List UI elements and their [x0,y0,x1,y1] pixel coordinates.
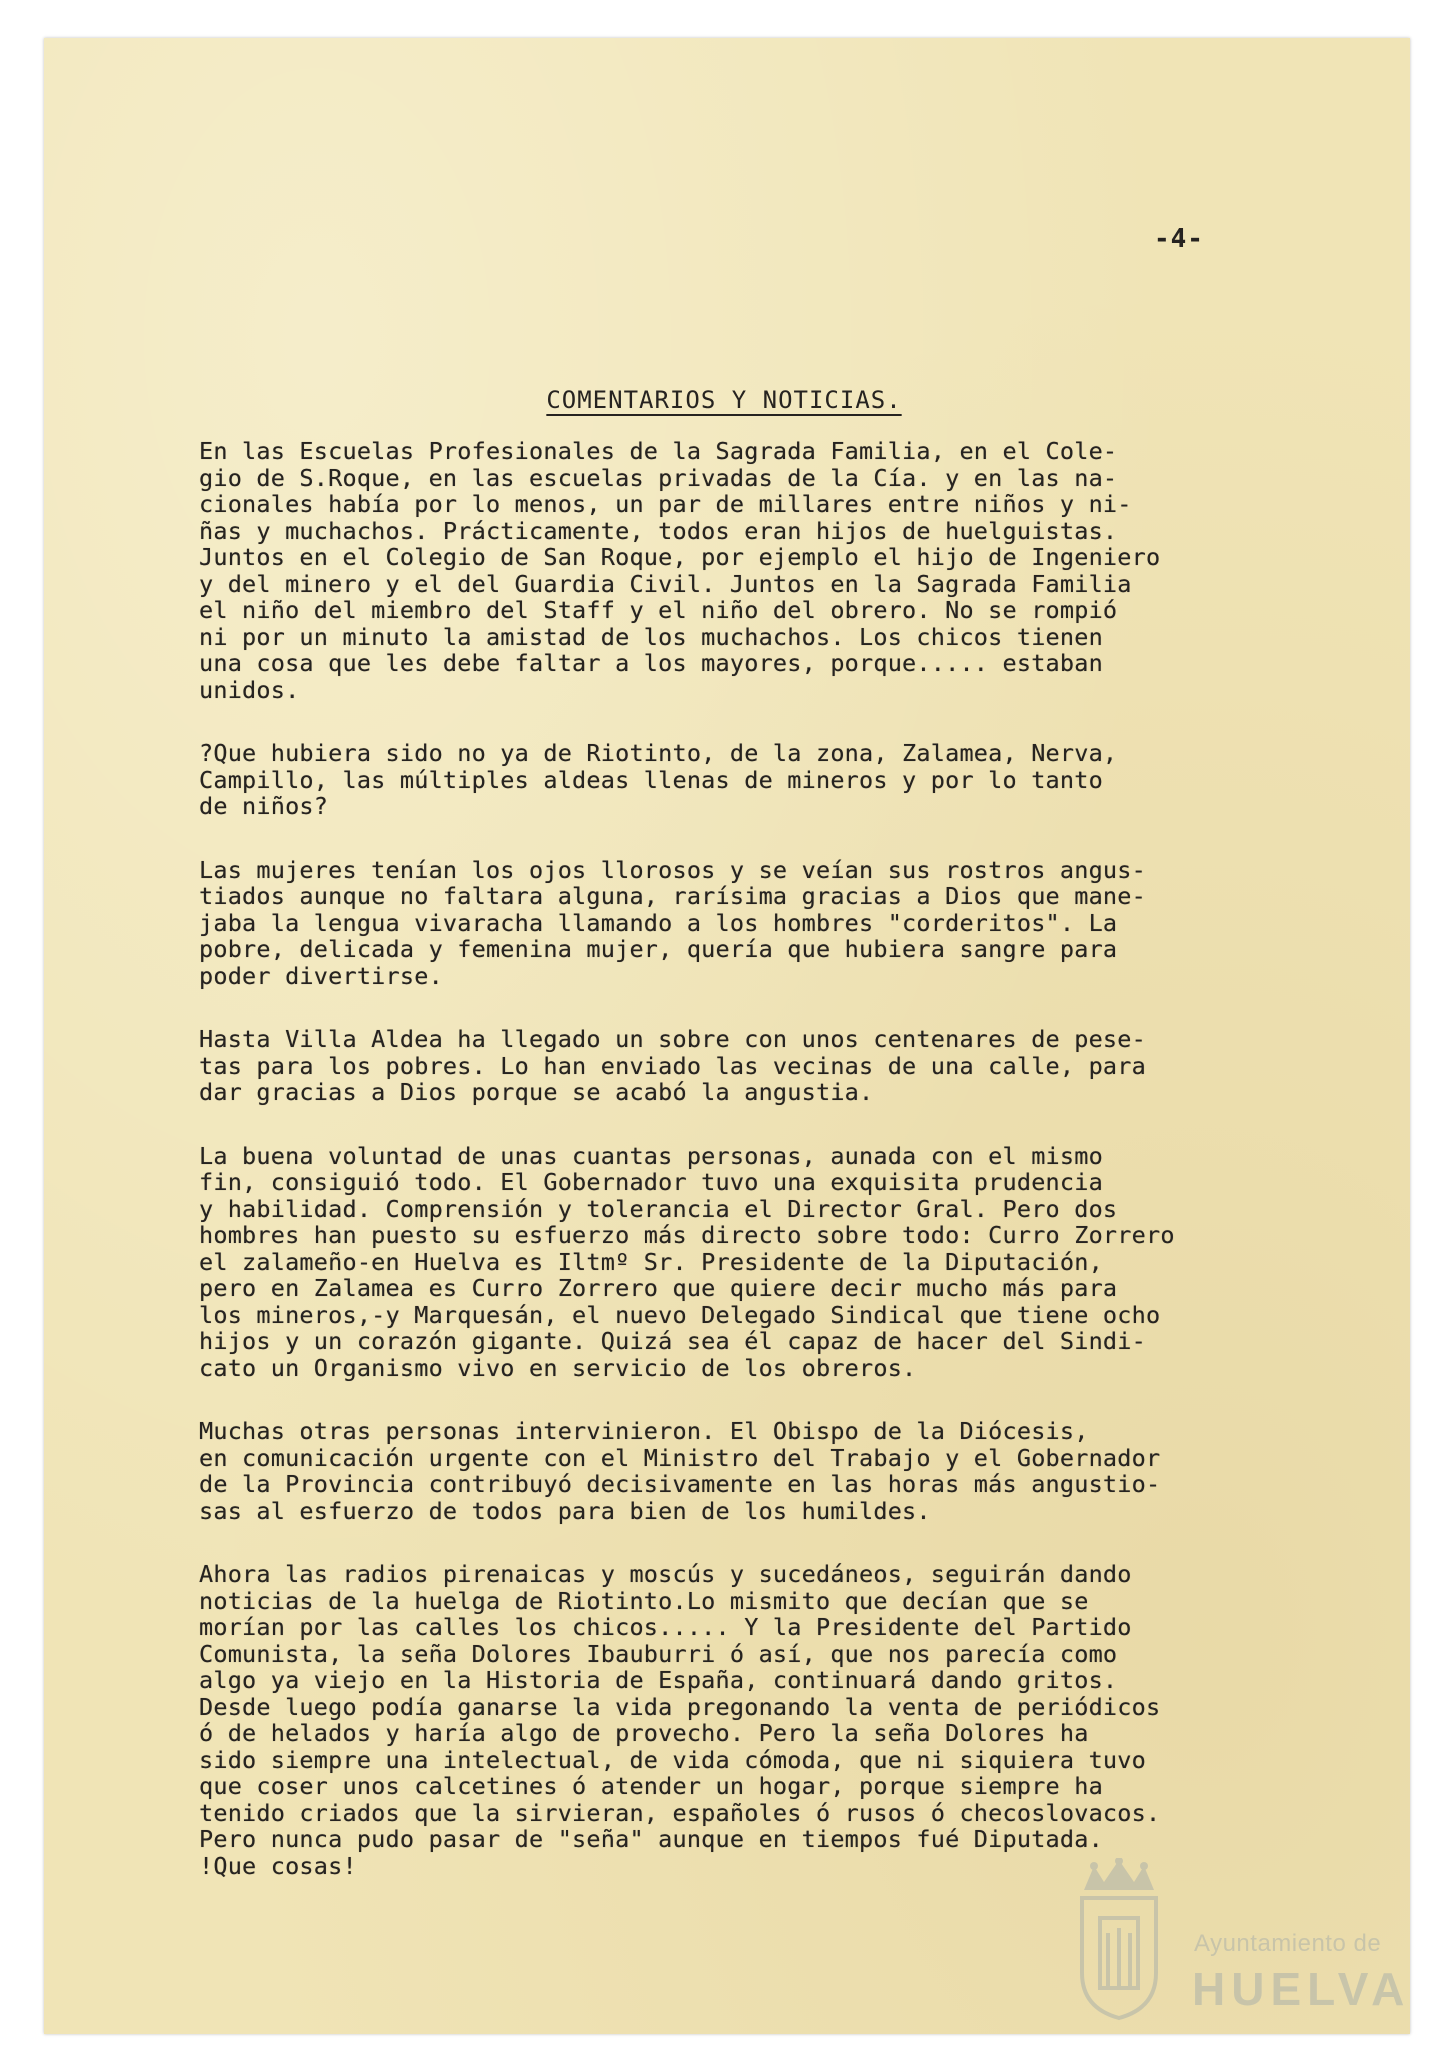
text-line: tiados aunque no faltara alguna, rarísima gracias a Dios que mane- [199,882,1146,910]
page-title: COMENTARIOS Y NOTICIAS. [546,386,902,414]
text-line: gio de S.Roque, en las escuelas privadas de la Cía. y en las na- [199,463,1118,492]
text-line: los mineros,-y Marquesán, el nuevo Delegado Sindical que tiene ocho [199,1300,1161,1329]
text-line: Desde luego podía ganarse la vida pregonando la venta de periódicos [199,1692,1161,1721]
text-line: unidos. [199,675,300,704]
paragraph [199,857,1319,990]
text-line: que coser unos calcetines ó atender un hogar, porque siempre ha [199,1772,1103,1800]
watermark-name: Ayuntamiento de [1194,1930,1382,1957]
text-line: Ahora las radios pirenaicas y moscús y sucedáneos, seguirán dando [199,1560,1132,1588]
paragraph [199,1026,1319,1106]
text-line: Pero nunca pudo pasar de "seña" aunque en tiempos fué Diputada. [199,1825,1103,1853]
text-line: Campillo, las múltiples aldeas llenas de mineros y por lo tanto [199,765,1103,794]
text-line: cionales había por lo menos, un par de millares entre niños y ni- [199,490,1132,518]
paragraph [199,1561,1319,1879]
text-line: hombres han puesto su esfuerzo más directo sobre todo: Curro Zorrero [199,1221,1175,1249]
text-line: morían por las calles los chicos..... Y la Presidente del Partido [199,1613,1132,1641]
text-line: de niños? [199,792,329,820]
coat-of-arms-icon [1064,1858,1174,2023]
text-line: ñas y muchachos. Prácticamente, todos eran hijos de huelguistas. [199,516,1118,545]
text-line: La buena voluntad de unas cuantas personas, aunada con el mismo [199,1141,1103,1170]
text-line: el zalameño-en Huelva es Iltmº Sr. Presidente de la Diputación, [199,1247,1103,1276]
text-line: de la Provincia contribuyó decisivamente en las horas más angustio- [199,1470,1161,1498]
text-line: sas al esfuerzo de todos para bien de los humildes. [199,1496,931,1525]
text-line: Muchas otras personas intervinieron. El Obispo de la Diócesis, [199,1417,1089,1445]
text-line: jaba la lengua vivaracha llamando a los hombres "corderitos". La [199,908,1118,937]
text-line: Comunista, la seña Dolores Ibauburri ó así, que nos parecía como [199,1639,1118,1668]
text-line: sido siempre una intelectual, de vida cómoda, que ni siquiera tuvo [199,1745,1146,1774]
text-line: tas para los pobres. Lo han enviado las vecinas de una calle, para [199,1051,1146,1080]
text-line: pero en Zalamea es Curro Zorrero que quiere decir mucho más para [199,1274,1118,1302]
text-line: dar gracias a Dios porque se acabó la angustia. [199,1078,874,1106]
text-line: En las Escuelas Profesionales de la Sagrada Familia, en el Cole- [199,437,1118,465]
text-line: ?Que hubiera sido no ya de Riotinto, de la zona, Zalamea, Nerva, [199,739,1118,767]
document-page [44,38,1410,2034]
document-body [199,438,1319,1916]
text-line: en comunicación urgente con el Ministro del Trabajo y el Gobernador [199,1443,1161,1472]
paragraph [199,740,1319,820]
text-line: una cosa que les debe faltar a los mayores, porque..... estaban [199,649,1103,677]
text-line: cato un Organismo vivo en servicio de los obreros. [199,1353,917,1382]
text-line: hijos y un corazón gigante. Quizá sea él capaz de hacer del Sindi- [199,1327,1146,1355]
text-line: ni por un minuto la amistad de los muchachos. Los chicos tienen [199,622,1103,651]
text-line: poder divertirse. [199,961,443,990]
text-line: fin, consiguió todo. El Gobernador tuvo una exquisita prudencia [199,1168,1103,1196]
text-line: el niño del miembro del Staff y el niño del obrero. No se rompió [199,596,1118,624]
text-line: y del minero y el del Guardia Civil. Juntos en la Sagrada Familia [199,569,1132,598]
text-line: noticias de la huelga de Riotinto.Lo mismito que decían que se [199,1586,1089,1615]
text-line: !Que cosas! [199,1851,357,1880]
page-number: -4- [1154,224,1204,254]
watermark-city: HUELVA [1192,1963,1411,2015]
text-line: Las mujeres tenían los ojos llorosos y se veían sus rostros angus- [199,855,1146,884]
text-line: pobre, delicada y femenina mujer, quería que hubiera sangre para [199,935,1118,963]
text-line: ó de helados y haría algo de provecho. Pero la seña Dolores ha [199,1719,1089,1747]
text-line: Juntos en el Colegio de San Roque, por ejemplo el hijo de Ingeniero [199,543,1161,571]
text-line: algo ya viejo en la Historia de España, continuará dando gritos. [199,1666,1118,1694]
text-line: y habilidad. Comprensión y tolerancia el Director Gral. Pero dos [199,1194,1118,1223]
paragraph [199,438,1319,703]
text-line: Hasta Villa Aldea ha llegado un sobre con unos centenares de pese- [199,1025,1146,1053]
text-line: tenido criados que la sirvieran, españoles ó rusos ó checoslovacos. [199,1798,1161,1827]
paragraph [199,1418,1319,1524]
archive-watermark [1064,1858,1411,2028]
paragraph [199,1143,1319,1382]
